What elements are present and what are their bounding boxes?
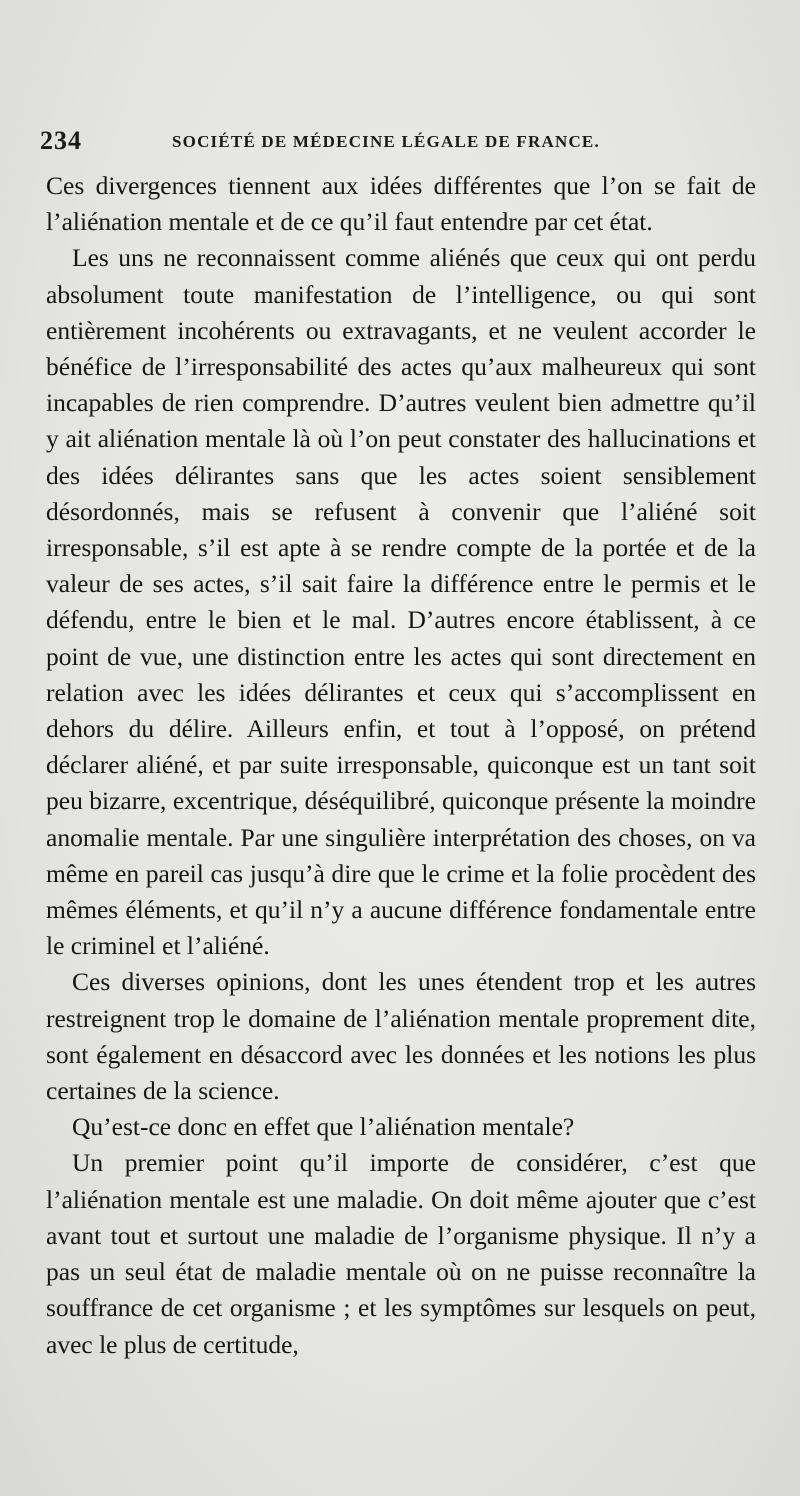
paragraph: Les uns ne reconnaissent comme aliénés que ceux qui ont perdu absolument toute manifestation de l’intelligence, ou qui sont entièrement incohérents ou extravagants, et ne veulent accorder le bénéfice de l’irresponsabilité des actes qu’aux malheureux qui sont incapables de rien comprendre. D’autres veulent bien admettre qu’il y ait aliénation mentale là où l’on peut constater des hallucinations et des idées délirantes sans que les actes soient sensiblement désordonnés, mais se refusent à convenir que l’aliéné soit irresponsable, s’il est apte à se rendre compte de la portée et de la valeur de ses actes, s’il sait faire la différence entre le permis et le défendu, entre le bien et le mal. D’autres encore établissent, à ce point de vue, une distinction entre les actes qui sont directement en relation avec les idées délirantes et ceux qui s’accomplissent en dehors du délire. Ailleurs enfin, et tout à l’opposé, on prétend déclarer aliéné, et par suite irresponsable, quiconque est un tant soit peu bizarre, excentrique, déséquilibré, quiconque présente la moindre anomalie mentale. Par une singulière interprétation des choses, on va même en pareil cas jusqu’à dire que le crime et la folie procèdent des mêmes éléments, et qu’il n’y a aucune différence fondamentale entre le criminel et l’aliéné. (46, 243, 756, 961)
paragraph: Un premier point qu’il importe de considérer, c’est que l’aliénation mentale est une maladie. On doit même ajouter que c’est avant tout et surtout une maladie de l’organisme physique. Il n’y a pas un seul état de maladie mentale où on ne puisse reconnaître la souffrance de cet organisme ; et les symptômes sur lesquels on peut, avec le plus de certitude, (46, 1148, 756, 1359)
running-head-title: SOCIÉTÉ DE MÉDECINE LÉGALE DE FRANCE. (172, 132, 600, 151)
paragraph: Ces divergences tiennent aux idées différentes que l’on se fait de l’aliénation mentale et de ce qu’il faut entendre par cet état. (46, 171, 756, 237)
body-text (46, 168, 756, 1363)
paragraph: Qu’est-ce donc en effet que l’aliénation mentale? (72, 1112, 575, 1142)
running-head (40, 124, 760, 160)
paragraph: Ces diverses opinions, dont les unes étendent trop et les autres restreignent trop le domaine de l’aliénation mentale proprement dite, sont également en désaccord avec les données et les notions les plus certaines de la science. (46, 967, 756, 1106)
page-number: 234 (40, 126, 82, 155)
